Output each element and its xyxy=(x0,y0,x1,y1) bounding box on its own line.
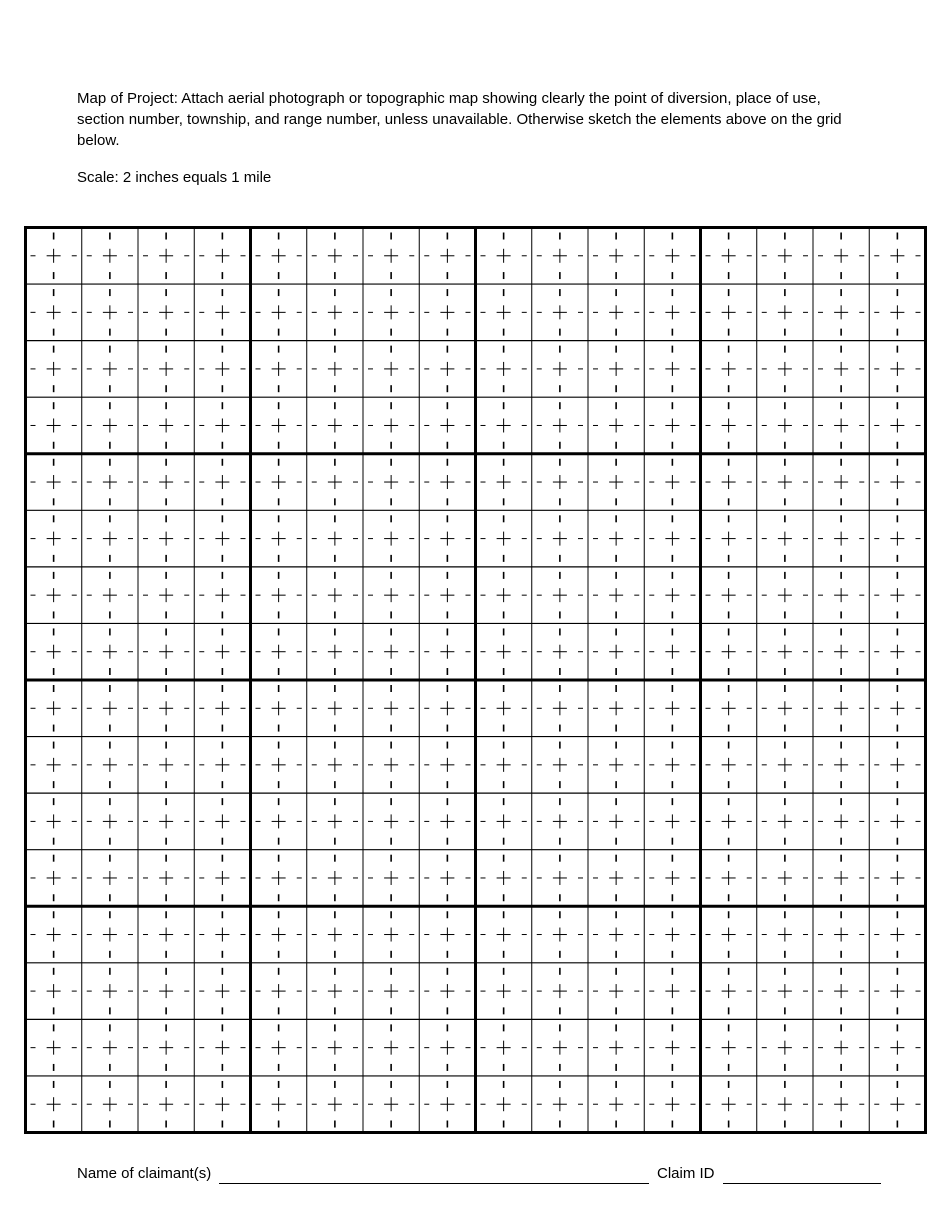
map-instructions: Map of Project: Attach aerial photograph or topographic map showing clearly the point of diversion, place of use, section number, township, and range number, unless unavailable. Otherwise sketch the elements above on the grid below. xyxy=(77,90,842,149)
claim-id-field xyxy=(657,1164,881,1184)
map-scale-note: Scale: 2 inches equals 1 mile xyxy=(77,169,272,186)
claim-id-label: Claim ID xyxy=(657,1165,715,1182)
claimant-label: Name of claimant(s) xyxy=(77,1165,212,1182)
sketch-grid[interactable] xyxy=(24,226,927,1134)
claim-id-input-line[interactable] xyxy=(723,1167,881,1184)
claimant-field xyxy=(77,1164,649,1184)
claimant-input-line[interactable] xyxy=(219,1167,649,1184)
sketch-grid-canvas[interactable] xyxy=(24,226,927,1134)
